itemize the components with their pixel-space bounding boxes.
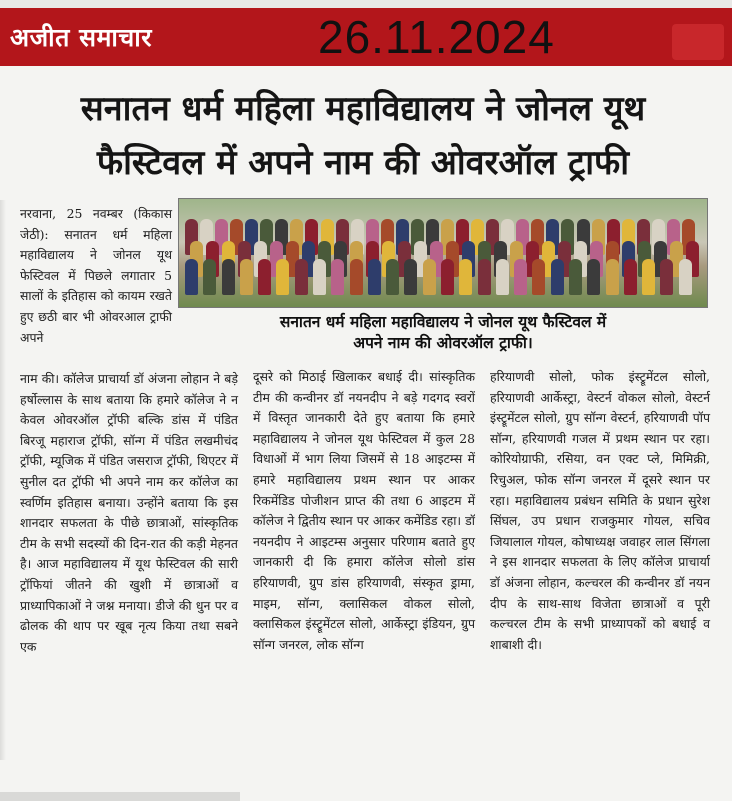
photo-person bbox=[496, 259, 509, 295]
masthead bbox=[0, 8, 732, 66]
photo-person bbox=[222, 259, 235, 295]
headline-line-1: सनातन धर्म महिला महाविद्यालय ने जोनल यूथ bbox=[80, 89, 646, 129]
photo-person bbox=[258, 259, 271, 295]
photo-person bbox=[350, 259, 363, 295]
photo-person bbox=[331, 259, 344, 295]
article-text: नाम की। कॉलेज प्राचार्या डॉ अंजना लोहान ने बड़े हर्षोल्लास के साथ बताया कि हमारे कॉलेज ने न केवल ओवरऑल ट्रॉफी बल्कि डांस में पंडित बिरजू महाराज ट्रॉफी, सॉन्ग में पंडित लखमीचंद ट्रॉफी, म्यूजिक में पंडित जसराज ट्रॉफी, थिएटर में सुनील दत ट्रॉफी भी अपने नाम कर कॉलेज का स्वर्णिम इतिहास बनाया। उन्होंने बताया कि इस शानदार सफलता के पीछे छात्राओं, सांस्कृतिक टीम के सभी सदस्यों की दिन-रात की कड़ी मेहनत है। आज महाविद्यालय में यूथ फेस्टिवल की सारी ट्रॉफियां जीतने की खुशी में छात्राओं व प्राध्यापिकाओं ने जश्न मनाया। डीजे की धुन पर व ढोलक की थाप पर खूब नृत्य किया तथा सबने एक bbox=[20, 371, 238, 654]
photo-person bbox=[569, 259, 582, 295]
photo-person bbox=[514, 259, 527, 295]
caption-line-2: अपने नाम की ओवरऑल ट्राफी। bbox=[353, 334, 533, 352]
adjacent-article-edge bbox=[720, 180, 732, 780]
photo-person bbox=[185, 259, 198, 295]
photo-person bbox=[240, 259, 253, 295]
photo-person bbox=[679, 259, 692, 295]
top-strip bbox=[0, 0, 732, 8]
masthead-corner-block bbox=[672, 24, 724, 60]
photo-person bbox=[313, 259, 326, 295]
article-text: हरियाणवी सोलो, फोक इंस्ट्रूमेंटल सोलो, हरियाणवी आर्केस्ट्रा, वेस्टर्न वोकल सोलो, वेस्टर्न इंस्ट्रूमेंटल सोलो, ग्रुप सॉन्ग वेस्टर्न, हरियाणवी पॉप सॉन्ग, हरियाणवी गजल में प्रथम स्थान पर रहा। कोरियोग्राफी, रसिया, वन एक्ट प्ले, मिमिक्री, रिचुअल, फोक सॉन्ग जनरल में दूसरे स्थान पर रहा। महाविद्यालय प्रबंधन समिति के प्रधान सुरेश सिंघल, उप प्रधान राजकुमार गोयल, सचिव जियालाल गोयल, कोषाध्यक्ष जवाहर लाल सिंगला ने इस शानदार सफलता के लिए कॉलेज प्राचार्या डॉ अंजना लोहान, कल्चरल की कन्वीनर डॉ नयन दीप के साथ-साथ विजेता छात्राओं व पूरी कल्चरल टीम के सभी प्राध्यापकों को बधाई व शाबाशी दी। bbox=[490, 369, 710, 652]
photo-person bbox=[295, 259, 308, 295]
photo-person bbox=[203, 259, 216, 295]
group-photo bbox=[178, 198, 708, 308]
photo-caption bbox=[182, 312, 704, 354]
photo-person bbox=[551, 259, 564, 295]
photo-person bbox=[404, 259, 417, 295]
photo-person bbox=[478, 259, 491, 295]
photo-person bbox=[423, 259, 436, 295]
photo-person bbox=[368, 259, 381, 295]
bottom-rule bbox=[0, 792, 240, 801]
photo-person bbox=[606, 259, 619, 295]
photo-person bbox=[441, 259, 454, 295]
photo-person bbox=[532, 259, 545, 295]
article-text: दूसरे को मिठाई खिलाकर बधाई दी। सांस्कृतिक टीम की कन्वीनर डॉ नयनदीप ने बड़े गदगद स्वरों में विस्तृत जानकारी देते हुए बताया कि हमारे महाविद्यालय ने जोनल यूथ फेस्टिवल में कुल 28 विधाओं में भाग लिया जिसमें से 18 आइटम्स में हमारे महाविद्यालय प्रथम स्थान पर आकर रिकमेंडिड पोजीशन प्राप्त की तथा 6 आइटम में कॉलेज ने द्वितीय स्थान पर आकर कमेंडिड रहा। डॉ नयनदीप ने आइटम्स अनुसार परिणाम बताते हुए जानकारी दी कि हमारा कॉलेज सोलो डांस हरियाणवी, ग्रुप डांस हरियाणवी, संस्कृत ड्रामा, माइम, सॉन्ग, क्लासिकल वोकल सोलो, क्लासिकल इंस्ट्रूमेंटल सोलो, आर्केस्ट्रा इंडियन, ग्रुप सॉन्ग जनरल, लोक सॉन्ग bbox=[253, 369, 475, 652]
photo-person bbox=[660, 259, 673, 295]
photo-crowd bbox=[185, 219, 701, 289]
photo-person bbox=[642, 259, 655, 295]
photo-person bbox=[587, 259, 600, 295]
newspaper-brand: अजीत समाचार bbox=[10, 23, 152, 52]
article-text: नरवाना, 25 नवम्बर (किकास जेठी): सनातन धर्म महिला महाविद्यालय ने जोनल यूथ फेस्टिवल में पिछले लगातार 5 सालों के इतिहास को कायम रखते हुए छठी बार भी ओवरआल ट्राफी अपने bbox=[20, 206, 172, 345]
photo-person bbox=[386, 259, 399, 295]
article-column-1-bottom bbox=[20, 369, 238, 657]
photo-person bbox=[624, 259, 637, 295]
article-column-3 bbox=[490, 367, 710, 655]
article-column-1-top bbox=[20, 204, 172, 348]
publication-date: 26.11.2024 bbox=[318, 11, 555, 63]
headline-line-2: फैस्टिवल में अपने नाम की ओवरऑल ट्राफी bbox=[96, 143, 630, 183]
photo-person bbox=[276, 259, 289, 295]
article-column-2 bbox=[253, 367, 475, 655]
left-page-edge bbox=[0, 200, 6, 760]
photo-person bbox=[459, 259, 472, 295]
caption-line-1: सनातन धर्म महिला महाविद्यालय ने जोनल यूथ फैस्टिवल में bbox=[279, 313, 607, 331]
